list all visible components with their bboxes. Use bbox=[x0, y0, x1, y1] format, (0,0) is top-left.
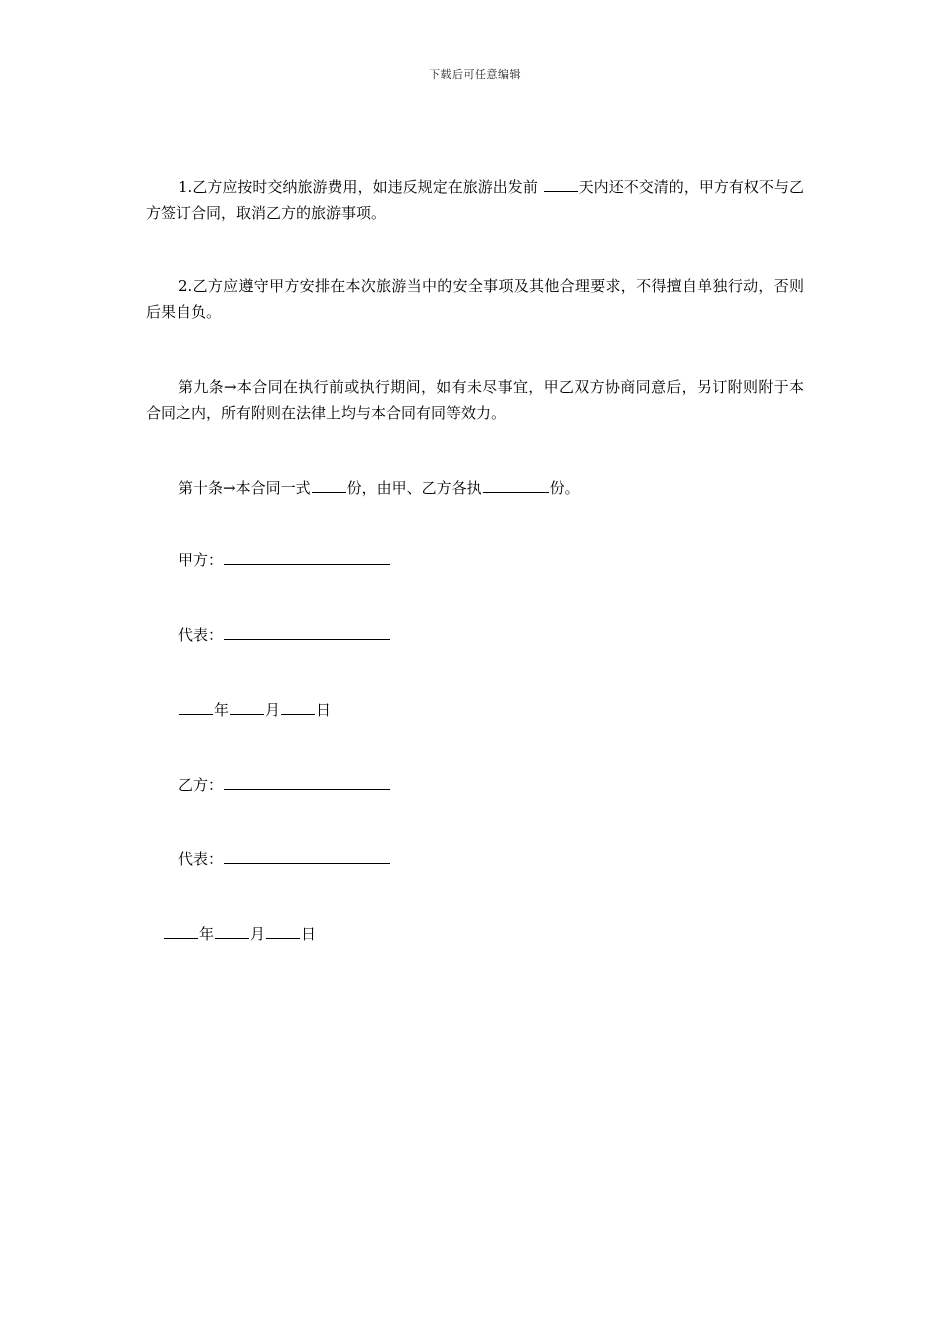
year-blank bbox=[164, 923, 198, 939]
party-a-rep-label: 代表： bbox=[178, 626, 224, 644]
clause-1-paragraph bbox=[146, 174, 804, 226]
article-10-text-a: 第十条→本合同一式 bbox=[178, 479, 311, 497]
copies-total-blank bbox=[312, 477, 346, 493]
year-label: 年 bbox=[214, 701, 230, 719]
header-note: 下载后可任意编辑 bbox=[429, 68, 521, 81]
article-10-line bbox=[178, 475, 580, 501]
party-a-line bbox=[178, 547, 391, 573]
party-b-label: 乙方： bbox=[178, 776, 224, 794]
month-blank bbox=[215, 923, 249, 939]
party-a-signature-blank bbox=[224, 549, 390, 565]
month-label: 月 bbox=[265, 701, 281, 719]
article-9-paragraph: 第九条→本合同在执行前或执行期间，如有未尽事宜，甲乙双方协商同意后，另订附则附于本合同之内，所有附则在法律上均与本合同有同等效力。 bbox=[146, 378, 804, 422]
party-b-line bbox=[178, 772, 391, 798]
party-b-signature-blank bbox=[224, 774, 390, 790]
party-a-date-line bbox=[178, 697, 331, 723]
day-label: 日 bbox=[301, 925, 317, 943]
article-10-text-c: 份。 bbox=[549, 479, 580, 497]
copies-each-blank bbox=[483, 477, 549, 493]
day-blank bbox=[281, 699, 315, 715]
clause-2-paragraph: 2.乙方应遵守甲方安排在本次旅游当中的安全事项及其他合理要求，不得擅自单独行动，否则后果自负。 bbox=[146, 277, 804, 321]
party-b-date-line bbox=[163, 921, 316, 947]
clause-1-text-b: 天内还不交清的，甲方有权不与乙方签订合同，取消乙方的旅游事项。 bbox=[146, 178, 804, 222]
day-blank bbox=[266, 923, 300, 939]
party-b-rep-signature-blank bbox=[224, 848, 390, 864]
day-label: 日 bbox=[316, 701, 332, 719]
article-10-text-b: 份，由甲、乙方各执 bbox=[346, 479, 482, 497]
clause-1-text-a: 1.乙方应按时交纳旅游费用，如违反规定在旅游出发前 bbox=[178, 178, 543, 196]
party-a-rep-line bbox=[178, 622, 391, 648]
party-b-rep-label: 代表： bbox=[178, 850, 224, 868]
month-blank bbox=[230, 699, 264, 715]
year-blank bbox=[179, 699, 213, 715]
days-blank bbox=[544, 176, 578, 192]
month-label: 月 bbox=[250, 925, 266, 943]
year-label: 年 bbox=[199, 925, 215, 943]
party-a-rep-signature-blank bbox=[224, 624, 390, 640]
party-a-label: 甲方： bbox=[178, 551, 224, 569]
party-b-rep-line bbox=[178, 846, 391, 872]
